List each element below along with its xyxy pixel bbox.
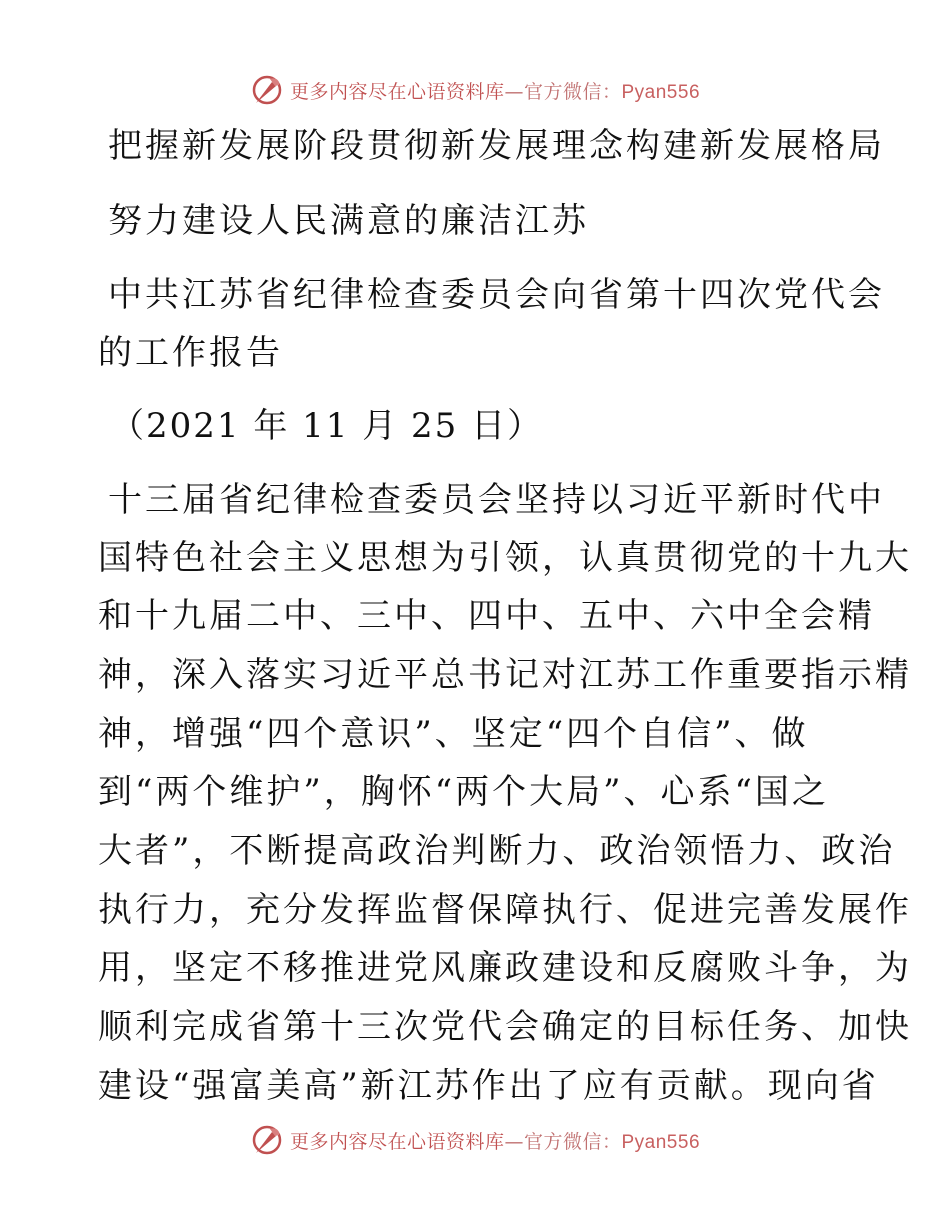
body-line: 十三届省纪律检查委员会坚持以习近平新时代中 xyxy=(108,480,885,520)
body-line: 大者”，不断提高政治判断力、政治领悟力、政治 xyxy=(98,831,896,871)
document-date: （2021 年 11 月 25 日） xyxy=(110,406,544,446)
quill-logo-icon xyxy=(250,1123,284,1157)
body-line: 顺利完成省第十三次党代会确定的目标任务、加快 xyxy=(98,1007,912,1047)
document-subtitle-line-2: 的工作报告 xyxy=(98,333,283,373)
watermark-text: 更多内容尽在心语资料库—官方微信：Pyan556 xyxy=(289,80,701,103)
watermark-banner-top xyxy=(0,70,950,110)
document-title-line-1: 把握新发展阶段贯彻新发展理念构建新发展格局 xyxy=(108,126,885,166)
body-line: 执行力，充分发挥监督保障执行、促进完善发展作 xyxy=(98,890,912,930)
quill-logo-icon xyxy=(250,73,284,107)
document-subtitle-line-1: 中共江苏省纪律检查委员会向省第十四次党代会 xyxy=(108,275,885,315)
body-line: 和十九届二中、三中、四中、五中、六中全会精 xyxy=(98,596,875,636)
body-line: 到“两个维护”，胸怀“两个大局”、心系“国之 xyxy=(98,772,829,812)
body-line: 国特色社会主义思想为引领，认真贯彻党的十九大 xyxy=(98,538,912,578)
body-line: 用，坚定不移推进党风廉政建设和反腐败斗争，为 xyxy=(98,948,912,988)
body-line: 神，增强“四个意识”、坚定“四个自信”、做 xyxy=(98,714,809,754)
watermark-text: 更多内容尽在心语资料库—官方微信：Pyan556 xyxy=(289,1130,701,1153)
watermark-banner-bottom xyxy=(0,1120,950,1160)
document-title-line-2: 努力建设人民满意的廉洁江苏 xyxy=(108,201,589,241)
body-line: 建设“强富美高”新江苏作出了应有贡献。现向省 xyxy=(98,1066,879,1106)
body-line: 神，深入落实习近平总书记对江苏工作重要指示精 xyxy=(98,655,912,695)
